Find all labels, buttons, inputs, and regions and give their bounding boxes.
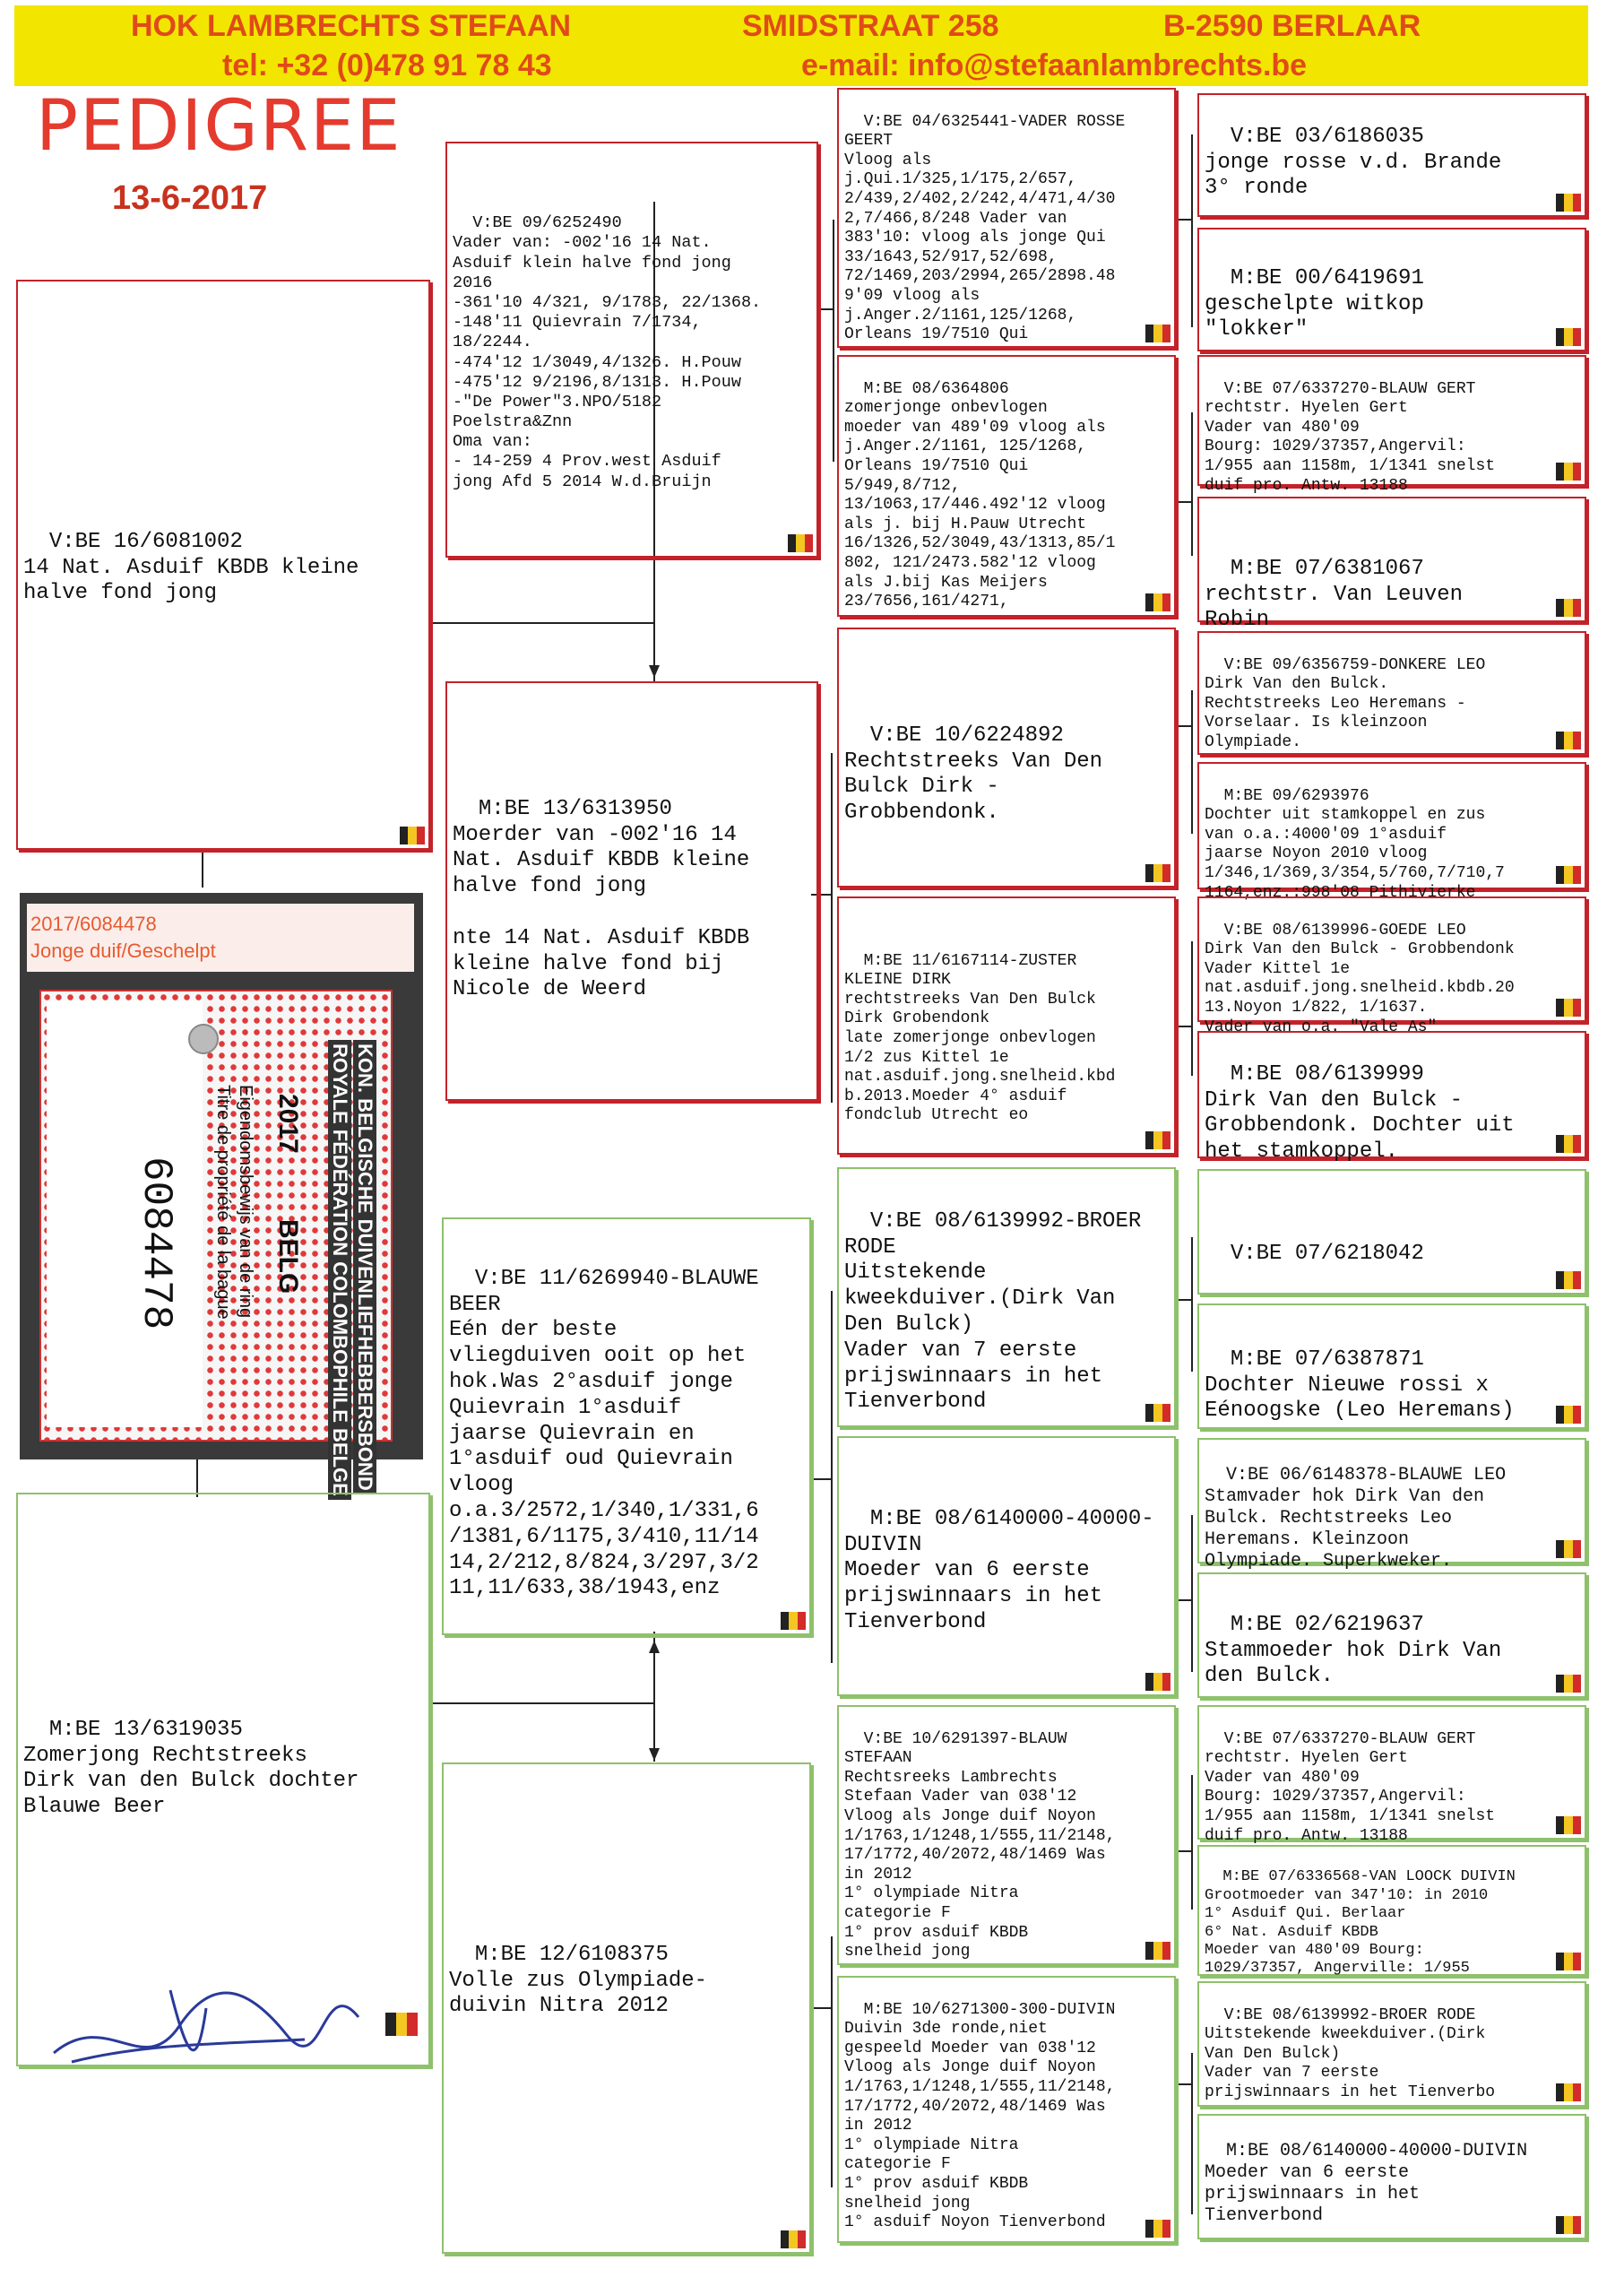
g2-box-3 xyxy=(837,628,1176,888)
address-street: SMIDSTRAAT 258 xyxy=(742,9,999,43)
belgian-flag-icon xyxy=(1556,463,1581,481)
belgian-flag-icon xyxy=(1556,194,1581,212)
g3-box-5 xyxy=(1197,631,1586,755)
ring-card-header xyxy=(27,904,414,972)
g3-text-12: M:BE 02/6219637 Stammoeder hok Dirk Van den Bulck. xyxy=(1205,1612,1502,1689)
address-city: B-2590 BERLAAR xyxy=(1163,9,1421,43)
g1-dam2-text: M:BE 12/6108375 Volle zus Olympiade- duivin Nitra 2012 xyxy=(449,1942,708,2019)
belgian-flag-icon xyxy=(385,2013,418,2036)
g3-text-10: M:BE 07/6387871 Dochter Nieuwe rossi x Eénoogske (Leo Heremans) xyxy=(1205,1347,1515,1424)
dam-main-text: M:BE 13/6319035 Zomerjong Rechtstreeks Dirk van den Bulck dochter Blauwe Beer xyxy=(23,1717,359,1820)
g2-text-3: V:BE 10/6224892 Rechtstreeks Van Den Bulck Dirk - Grobbendonk. xyxy=(844,723,1103,826)
belgian-flag-icon xyxy=(1145,325,1170,342)
g3-text-15: V:BE 08/6139992-BROER RODE Uitstekende kweekduiver.(Dirk Van Den Bulck) Vader van 7 eerste prijswinnaars in het Tienverbo xyxy=(1205,2005,1496,2101)
g3-box-2 xyxy=(1197,228,1586,351)
g3-text-11: V:BE 06/6148378-BLAUWE LEO Stamvader hok Dirk Van den Bulck. Rechtstreeks Leo Heremans. Kleinzoon Olympiade. Superkweker. xyxy=(1205,1465,1507,1572)
belgian-flag-icon xyxy=(781,2230,806,2248)
belgian-flag-icon xyxy=(1556,999,1581,1017)
g3-box-3 xyxy=(1197,355,1586,495)
g3-box-16 xyxy=(1197,2114,1586,2239)
belgian-flag-icon xyxy=(1556,1540,1581,1558)
belgian-flag-icon xyxy=(400,827,425,844)
ring-description: Jonge duif/Geschelpt xyxy=(30,940,216,962)
belgian-flag-icon xyxy=(1145,864,1170,882)
g3-text-9: V:BE 07/6218042 xyxy=(1230,1241,1424,1266)
belgian-flag-icon xyxy=(1556,2216,1581,2234)
g3-box-13 xyxy=(1197,1705,1586,1845)
ring-card-country: BELG xyxy=(273,1219,303,1295)
g1-dam-box xyxy=(445,681,818,1101)
g2-text-6: M:BE 08/6140000-40000- DUIVIN Moeder van 6 eerste prijswinnaars in het Tienverbond xyxy=(844,1506,1154,1634)
g1-sire2-text: V:BE 11/6269940-BLAUWE BEER Eén der beste vliegduiven ooit op het hok.Was 2°asduif jonge Quievrain 1°asduif jaarse Quievrain en 1°asduif oud Quievrain vloog o.a.3/2572,1/340,1/331,6 /1381,6/1175,3/410,11/14 14,2/212,8/824,3/297,3/2 11,11/633,38/1943,enz xyxy=(449,1266,759,1601)
g3-box-4 xyxy=(1197,497,1586,633)
belgian-flag-icon xyxy=(1145,1673,1170,1691)
signature xyxy=(36,1954,430,2089)
g1-sire2-box xyxy=(442,1217,811,1635)
subject-pigeon-box xyxy=(16,280,430,850)
g3-text-1: V:BE 03/6186035 jonge rosse v.d. Brande 3° ronde xyxy=(1205,124,1502,201)
g2-box-5 xyxy=(837,1167,1176,1427)
belgian-flag-icon xyxy=(1556,1953,1581,1970)
g3-box-1 xyxy=(1197,93,1586,217)
g2-text-8: M:BE 10/6271300-300-DUIVIN Duivin 3de ronde,niet gespeeld Moeder van 038'12 Vloog als Jonge duif Noyon 1/1763,1/1248,1/555,11/2148, 17/1772,40/2072,48/1469 Was in 2012 1° olympiade Nitra categorie F 1° prov asduif KBDB snelheid jong 1° asduif Noyon Tienverbond xyxy=(844,2000,1116,2232)
g1-sire-box xyxy=(445,142,818,558)
belgian-flag-icon xyxy=(1145,1131,1170,1149)
ring-card-cert-nl: Eigendomsbewijs van de ring xyxy=(236,1085,255,1319)
g3-box-8 xyxy=(1197,1031,1586,1165)
ring-card-number: 6084478 xyxy=(133,1156,179,1330)
belgian-flag-icon xyxy=(1556,2083,1581,2101)
belgian-flag-icon xyxy=(781,1612,806,1630)
g3-box-6 xyxy=(1197,762,1586,902)
g3-text-13: V:BE 07/6337270-BLAUW GERT rechtstr. Hyelen Gert Vader van 480'09 Bourg: 1029/37357,Angervil: 1/955 aan 1158m, 1/1341 snelst duif pro. Antw. 13188 xyxy=(1205,1729,1496,1845)
g3-box-7 xyxy=(1197,896,1586,1036)
email: e-mail: info@stefaanlambrechts.be xyxy=(801,48,1308,82)
g1-sire-text: V:BE 09/6252490 Vader van: -002'16 14 Nat. Asduif klein halve fond jong 2016 -361'10 4/321, 9/1783, 22/1368. -148'11 Quievrain 7/1734, 18/2244. -474'12 1/3049,4/1326. H.Pouw -475'12 9/2196,8/1313. H.Pouw -"De Power"3.NPO/5182 Poelstra&Znn Oma van: - 14-259 4 Prov.west Asduif jong Afd 5 2014 W.d.Bruijn xyxy=(453,213,762,491)
g3-text-4: M:BE 07/6381067 rechtstr. Van Leuven Robin xyxy=(1205,556,1464,633)
g2-text-5: V:BE 08/6139992-BROER RODE Uitstekende kweekduiver.(Dirk Van Den Bulck) Vader van 7 eerste prijswinnaars in het Tienverbond xyxy=(844,1208,1142,1415)
subject-pigeon-text: V:BE 16/6081002 14 Nat. Asduif KBDB kleine halve fond jong xyxy=(23,529,359,606)
g3-box-15 xyxy=(1197,1981,1586,2107)
g2-box-4 xyxy=(837,896,1176,1155)
g3-text-16: M:BE 08/6140000-40000-DUIVIN Moeder van 6 eerste prijswinnaars in het Tienverbond xyxy=(1205,2141,1528,2226)
g2-text-1: V:BE 04/6325441-VADER ROSSE GEERT Vloog als j.Qui.1/325,1/175,2/657, 2/439,2/402,2/242,4/471,4/30 2,7/466,8/248 Vader van 383'10: vloog als jonge Qui 33/1643,52/917,52/698, 72/1469,203/2994,265/2898.48 9'09 vloog als j.Anger.2/1161,125/1268, Orleans 19/7510 Qui xyxy=(844,112,1126,344)
g2-box-8 xyxy=(837,1976,1176,2243)
page-title: PEDIGREE xyxy=(36,86,402,167)
card-punch-hole xyxy=(188,1024,219,1054)
belgian-flag-icon xyxy=(788,534,813,552)
g3-text-5: V:BE 09/6356759-DONKERE LEO Dirk Van den Bulck. Rechtstreeks Leo Heremans - Vorselaar. Is kleinzoon Olympiade. xyxy=(1205,655,1486,751)
g3-text-2: M:BE 00/6419691 geschelpte witkop "lokker" xyxy=(1205,265,1424,342)
ring-card-year: 2017 xyxy=(273,1094,303,1154)
g3-text-8: M:BE 08/6139999 Dirk Van den Bulck - Grobbendonk. Dochter uit het stamkoppel. xyxy=(1205,1061,1515,1165)
g3-text-14: M:BE 07/6336568-VAN LOOCK DUIVIN Grootmoeder van 347'10: in 2010 1° Asduif Qui. Berlaar 6° Nat. Asduif KBDB Moeder van 480'09 Bourg: 1029/37357, Angerville: 1/955 xyxy=(1205,1868,1516,1978)
belgian-flag-icon xyxy=(1556,599,1581,617)
ring-card-cert-fr: Titre de propriété de la bague xyxy=(213,1085,233,1320)
g3-box-9 xyxy=(1197,1169,1586,1295)
g2-box-2 xyxy=(837,355,1176,617)
pedigree-date: 13-6-2017 xyxy=(112,179,268,217)
g2-box-6 xyxy=(837,1436,1176,1696)
belgian-flag-icon xyxy=(1145,2220,1170,2238)
g3-text-7: V:BE 08/6139996-GOEDE LEO Dirk Van den Bulck - Grobbendonk Vader Kittel 1e nat.asduif.jong.snelheid.kbdb.20 13.Noyon 1/822, 1/1637. Vader van o.a. "Vale As" xyxy=(1205,921,1515,1036)
belgian-flag-icon xyxy=(1556,1406,1581,1424)
belgian-flag-icon xyxy=(1145,1404,1170,1422)
g2-text-7: V:BE 10/6291397-BLAUW STEFAAN Rechtsreeks Lambrechts Stefaan Vader van 038'12 Vloog als Jonge duif Noyon 1/1763,1/1248,1/555,11/2148, 17/1772,40/2072,48/1469 Was in 2012 1° olympiade Nitra categorie F 1° prov asduif KBDB snelheid jong xyxy=(844,1729,1116,1962)
belgian-flag-icon xyxy=(1556,1135,1581,1153)
g1-dam2-box xyxy=(442,1762,811,2254)
belgian-flag-icon xyxy=(1556,328,1581,346)
belgian-flag-icon xyxy=(1556,1271,1581,1289)
phone: tel: +32 (0)478 91 78 43 xyxy=(222,48,552,82)
g2-text-4: M:BE 11/6167114-ZUSTER KLEINE DIRK rechtstreeks Van Den Bulck Dirk Grobendonk late zomerjonge onbevlogen 1/2 zus Kittel 1e nat.asduif.jong.snelheid.kbd b.2013.Moeder 4° asduif fondclub Utrecht eo xyxy=(844,951,1116,1125)
belgian-flag-icon xyxy=(1556,1675,1581,1693)
breeder-name: HOK LAMBRECHTS STEFAAN xyxy=(131,9,572,43)
g2-box-1 xyxy=(837,88,1176,348)
belgian-flag-icon xyxy=(1556,866,1581,884)
belgian-flag-icon xyxy=(1145,593,1170,611)
g3-text-6: M:BE 09/6293976 Dochter uit stamkoppel en zus van o.a.:4000'09 1°asduif jaarse Noyon 2010 vloog 1/346,1/369,3/354,5/760,7/710,7 1164,enz.:998'08 Pithivierke xyxy=(1205,786,1505,902)
g3-text-3: V:BE 07/6337270-BLAUW GERT rechtstr. Hyelen Gert Vader van 480'09 Bourg: 1029/37357,Angervil: 1/955 aan 1158m, 1/1341 snelst duif pro. Antw. 13188 xyxy=(1205,379,1496,495)
g3-box-10 xyxy=(1197,1303,1586,1429)
belgian-flag-icon xyxy=(1145,1942,1170,1960)
g1-dam-text: M:BE 13/6313950 Moerder van -002'16 14 Nat. Asduif KBDB kleine halve fond jong nte 14 Nat. Asduif KBDB kleine halve fond bij Nicole de Weerd xyxy=(453,796,750,1002)
g3-box-11 xyxy=(1197,1438,1586,1572)
g3-box-12 xyxy=(1197,1572,1586,1698)
ring-number: 2017/6084478 xyxy=(30,913,157,935)
g2-text-2: M:BE 08/6364806 zomerjonge onbevlogen moeder van 489'09 vloog als j.Anger.2/1161, 125/1268, Orleans 19/7510 Qui 5/949,8/712, 13/1063,17/446.492'12 vloog als j. bij H.Pauw Utrecht 16/1326,52/3049,43/1313,85/1 802, 121/2473.582'12 vloog als J.bij Kas Meijers 23/7656,161/4271, xyxy=(844,379,1116,611)
g2-box-7 xyxy=(837,1705,1176,1965)
ring-card-org-fr: ROYALE FÉDÉRATION COLOMBOPHILE BELGE xyxy=(328,1040,351,1500)
ring-card-org-nl: KON. BELGISCHE DUIVENLIEFHEBBERSBOND xyxy=(353,1040,376,1494)
belgian-flag-icon xyxy=(1556,732,1581,749)
g3-box-14 xyxy=(1197,1845,1586,1976)
belgian-flag-icon xyxy=(1556,1816,1581,1834)
